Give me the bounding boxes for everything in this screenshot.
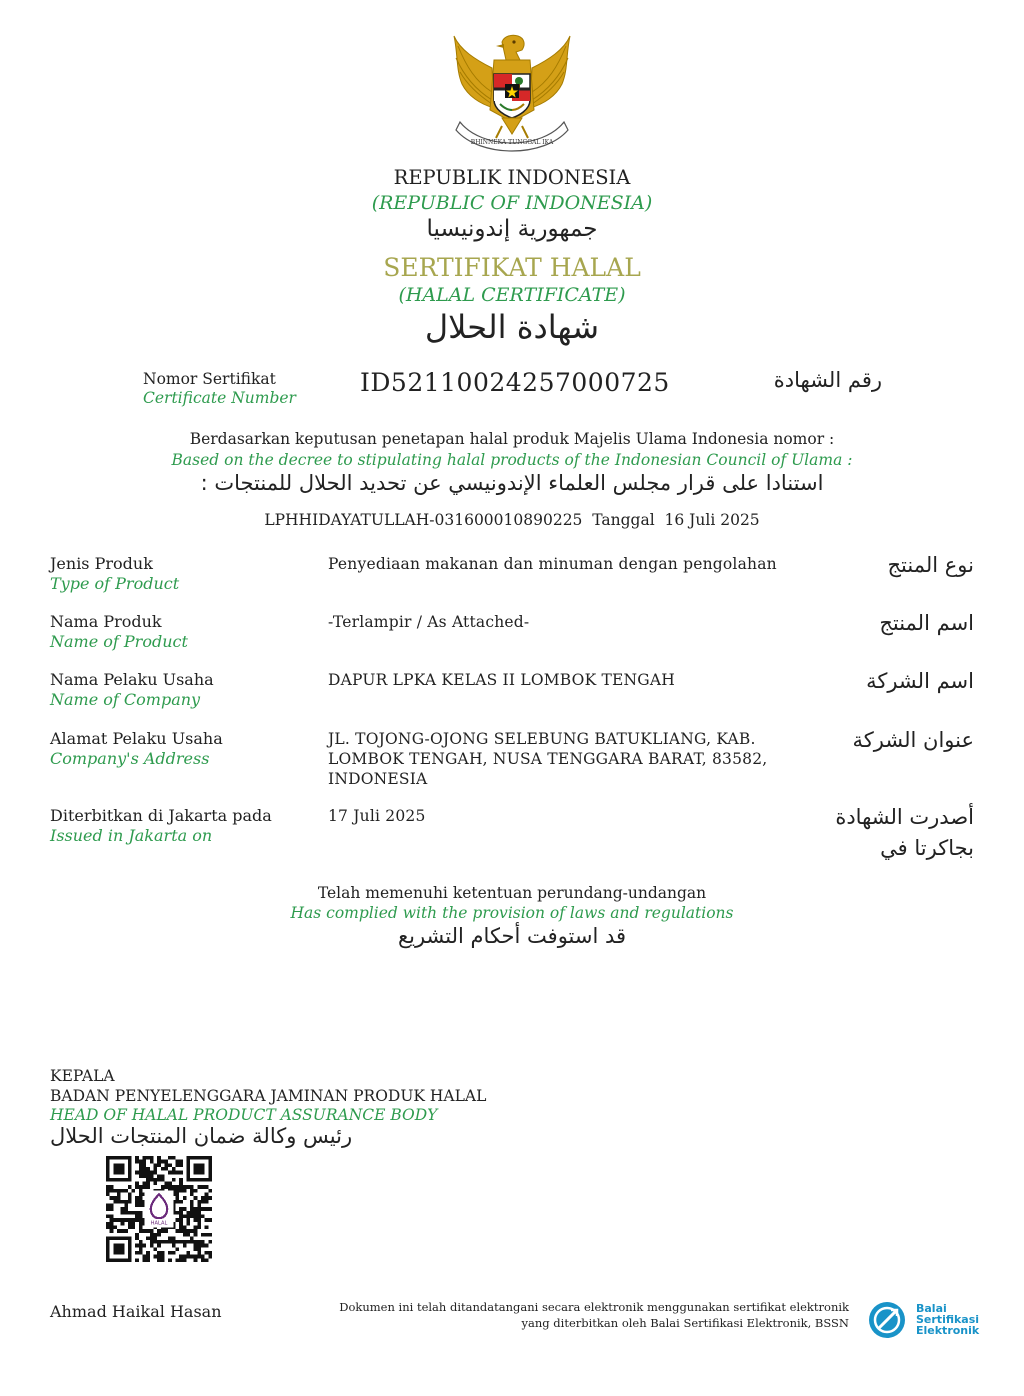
- cert-number-label-id: Nomor Sertifikat: [143, 370, 276, 388]
- qr-code: [106, 1156, 212, 1262]
- signatory-title-ar: رئيس وكالة ضمان المنتجات الحلال: [50, 1124, 353, 1148]
- signatory-title-line-2: BADAN PENYELENGGARA JAMINAN PRODUK HALAL: [50, 1087, 487, 1105]
- decree-text-id: Berdasarkan keputusan penetapan halal produk Majelis Ulama Indonesia nomor :: [189, 430, 835, 448]
- cert-number-value: ID52110024257000725: [360, 368, 670, 397]
- product-name-label-en: Name of Product: [50, 632, 188, 651]
- decree-reference: LPHHIDAYATULLAH-031600010890225 Tanggal 16 Juli 2025: [264, 511, 760, 529]
- product-name-label-ar: اسم المنتج: [879, 611, 974, 635]
- garuda-pancasila-emblem: [446, 30, 578, 160]
- company-address-label-ar: عنوان الشركة: [852, 728, 974, 752]
- company-address-line-1: JL. TOJONG-OJONG SELEBUNG BATUKLIANG, KAB.: [328, 730, 756, 748]
- bsre-logo-text-line-3: Elektronik: [916, 1324, 980, 1337]
- country-name-en: (REPUBLIC OF INDONESIA): [371, 192, 653, 214]
- qr-logo-text: HALAL: [150, 1220, 168, 1227]
- decree-text-en: Based on the decree to stipulating halal products of the Indonesian Council of Ulama :: [171, 451, 853, 469]
- signatory-title-line-1: KEPALA: [50, 1067, 115, 1085]
- cert-number-label-en: Certificate Number: [143, 389, 296, 407]
- country-name-id: REPUBLIK INDONESIA: [393, 166, 631, 189]
- product-name-value: -Terlampir / As Attached-: [328, 613, 530, 631]
- decree-text-ar: استنادا على قرار مجلس العلماء الإندونيسي عن تحديد الحلال للمنتجات :: [200, 471, 824, 495]
- company-name-label-ar: اسم الشركة: [866, 669, 974, 693]
- issued-label-id: Diterbitkan di Jakarta pada: [50, 806, 272, 825]
- certificate-title-ar: شهادة الحلال: [424, 308, 600, 346]
- company-address-line-2: LOMBOK TENGAH, NUSA TENGGARA BARAT, 83582,: [328, 750, 768, 768]
- compliance-text-id: Telah memenuhi ketentuan perundang-undangan: [317, 884, 707, 902]
- e-signature-note-line-1: Dokumen ini telah ditandatangani secara elektronik menggunakan sertifikat elektronik: [339, 1300, 849, 1314]
- issued-label-ar-line-1: أصدرت الشهادة: [835, 805, 974, 829]
- certificate-title-en: (HALAL CERTIFICATE): [398, 284, 626, 306]
- bsre-logo-text-line-2: Sertifikasi: [916, 1313, 980, 1326]
- product-name-label-id: Nama Produk: [50, 612, 162, 631]
- signatory-title-en: HEAD OF HALAL PRODUCT ASSURANCE BODY: [50, 1106, 438, 1124]
- type-of-product-value: Penyediaan makanan dan minuman dengan pengolahan: [328, 555, 777, 573]
- country-name-ar: جمهورية إندونيسيا: [426, 216, 598, 242]
- issued-label-en: Issued in Jakarta on: [50, 826, 213, 845]
- bsre-logo-icon: [867, 1300, 907, 1340]
- type-of-product-label-ar: نوع المنتج: [887, 553, 974, 577]
- certificate-title-id: SERTIFIKAT HALAL: [383, 253, 641, 282]
- signatory-name: Ahmad Haikal Hasan: [50, 1302, 222, 1321]
- bsre-logo-text-line-1: Balai: [916, 1302, 947, 1315]
- company-address-line-3: INDONESIA: [328, 770, 428, 788]
- type-of-product-label-id: Jenis Produk: [50, 554, 153, 573]
- emblem-motto: BHINNEKA TUNGGAL IKA: [470, 139, 554, 146]
- cert-number-label-ar: رقم الشهادة: [773, 368, 882, 392]
- compliance-text-en: Has complied with the provision of laws and regulations: [290, 904, 734, 922]
- company-address-label-en: Company's Address: [50, 749, 210, 768]
- company-name-label-en: Name of Company: [50, 690, 201, 709]
- e-signature-note-line-2: yang diterbitkan oleh Balai Sertifikasi Elektronik, BSSN: [521, 1316, 849, 1330]
- company-address-label-id: Alamat Pelaku Usaha: [50, 729, 223, 748]
- issued-label-ar-line-2: بجاكرتا في: [880, 836, 974, 860]
- issued-date-value: 17 Juli 2025: [328, 807, 426, 825]
- company-name-label-id: Nama Pelaku Usaha: [50, 670, 214, 689]
- compliance-text-ar: قد استوفت أحكام التشريع: [397, 924, 627, 948]
- company-name-value: DAPUR LPKA KELAS II LOMBOK TENGAH: [328, 671, 676, 689]
- type-of-product-label-en: Type of Product: [50, 574, 180, 593]
